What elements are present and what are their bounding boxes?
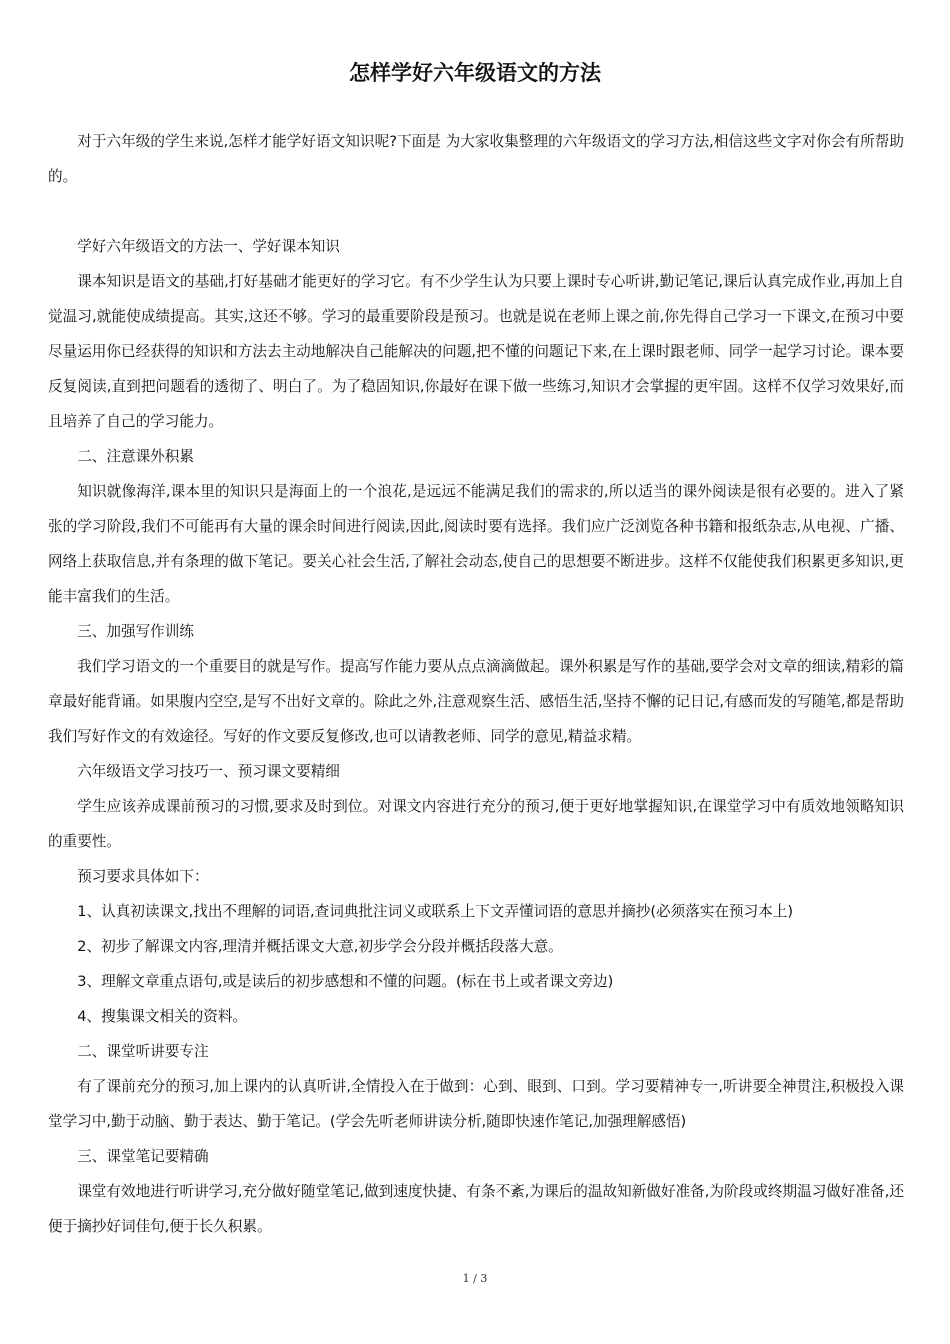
list-item: 1、认真初读课文,找出不理解的词语,查词典批注词义或联系上下文弄懂词语的意思并摘抄(必须落实在预习本上)	[77, 903, 794, 920]
list-item: 2、初步了解课文内容,理清并概括课文大意,初步学会分段并概括段落大意。	[77, 938, 563, 955]
paragraph: 学生应该养成课前预习的习惯,要求及时到位。对课文内容进行充分的预习,便于更好地掌握知识,在课堂学习中有质效地领略知识的重要性。	[48, 798, 904, 850]
page-number: 1 / 3	[462, 1272, 488, 1285]
section-heading: 二、课堂听讲要专注	[77, 1043, 209, 1060]
section-heading: 学好六年级语文的方法一、学好课本知识	[77, 238, 340, 255]
section-heading: 二、注意课外积累	[77, 448, 194, 465]
paragraph: 课本知识是语文的基础,打好基础才能更好的学习它。有不少学生认为只要上课时专心听讲,勤记笔记,课后认真完成作业,再加上自觉温习,就能使成绩提高。其实,这还不够。学习的最重要阶段是预习。也就是说在老师上课之前,你先得自己学习一下课文,在预习中要尽量运用你已经获得的知识和方法去主动地解决自己能解决的问题,把不懂的问题记下来,在上课时跟老师、同学一起学习讨论。课本要反复阅读,直到把问题看的透彻了、明白了。为了稳固知识,你最好在课下做一些练习,知识才会掌握的更牢固。这样不仅学习效果好,而且培养了自己的学习能力。	[48, 273, 904, 430]
section-heading: 六年级语文学习技巧一、预习课文要精细	[77, 763, 340, 780]
list-item: 3、理解文章重点语句,或是读后的初步感想和不懂的问题。(标在书上或者课文旁边)	[77, 973, 614, 990]
paragraph: 知识就像海洋,课本里的知识只是海面上的一个浪花,是远远不能满足我们的需求的,所以适当的课外阅读是很有必要的。进入了紧张的学习阶段,我们不可能再有大量的课余时间进行阅读,因此,阅读时要有选择。我们应广泛浏览各种书籍和报纸杂志,从电视、广播、网络上获取信息,并有条理的做下笔记。要关心社会生活,了解社会动态,使自己的思想要不断进步。这样不仅能使我们积累更多知识,更能丰富我们的生活。	[48, 483, 904, 605]
intro-paragraph: 对于六年级的学生来说,怎样才能学好语文知识呢?下面是 为大家收集整理的六年级语文的学习方法,相信这些文字对你会有所帮助的。	[48, 133, 904, 185]
list-item: 4、搜集课文相关的资料。	[77, 1008, 248, 1025]
document-body	[48, 124, 904, 1244]
paragraph: 有了课前充分的预习,加上课内的认真听讲,全情投入在于做到：心到、眼到、口到。学习要精神专一,听讲要全神贯注,积极投入课堂学习中,勤于动脑、勤于表达、勤于笔记。(学会先听老师讲读分析,随即快速作笔记,加强理解感悟)	[48, 1078, 904, 1130]
paragraph: 课堂有效地进行听讲学习,充分做好随堂笔记,做到速度快捷、有条不紊,为课后的温故知新做好准备,为阶段或终期温习做好准备,还便于摘抄好词佳句,便于长久积累。	[48, 1183, 904, 1235]
section-heading: 三、加强写作训练	[77, 623, 194, 640]
document-title: 怎样学好六年级语文的方法	[349, 61, 601, 85]
section-heading: 三、课堂笔记要精确	[77, 1148, 209, 1165]
paragraph: 预习要求具体如下：	[77, 868, 209, 885]
paragraph: 我们学习语文的一个重要目的就是写作。提高写作能力要从点点滴滴做起。课外积累是写作的基础,要学会对文章的细读,精彩的篇章最好能背诵。如果腹内空空,是写不出好文章的。除此之外,注意观察生活、感悟生活,坚持不懈的记日记,有感而发的写随笔,都是帮助我们写好作文的有效途径。写好的作文要反复修改,也可以请教老师、同学的意见,精益求精。	[48, 658, 904, 745]
